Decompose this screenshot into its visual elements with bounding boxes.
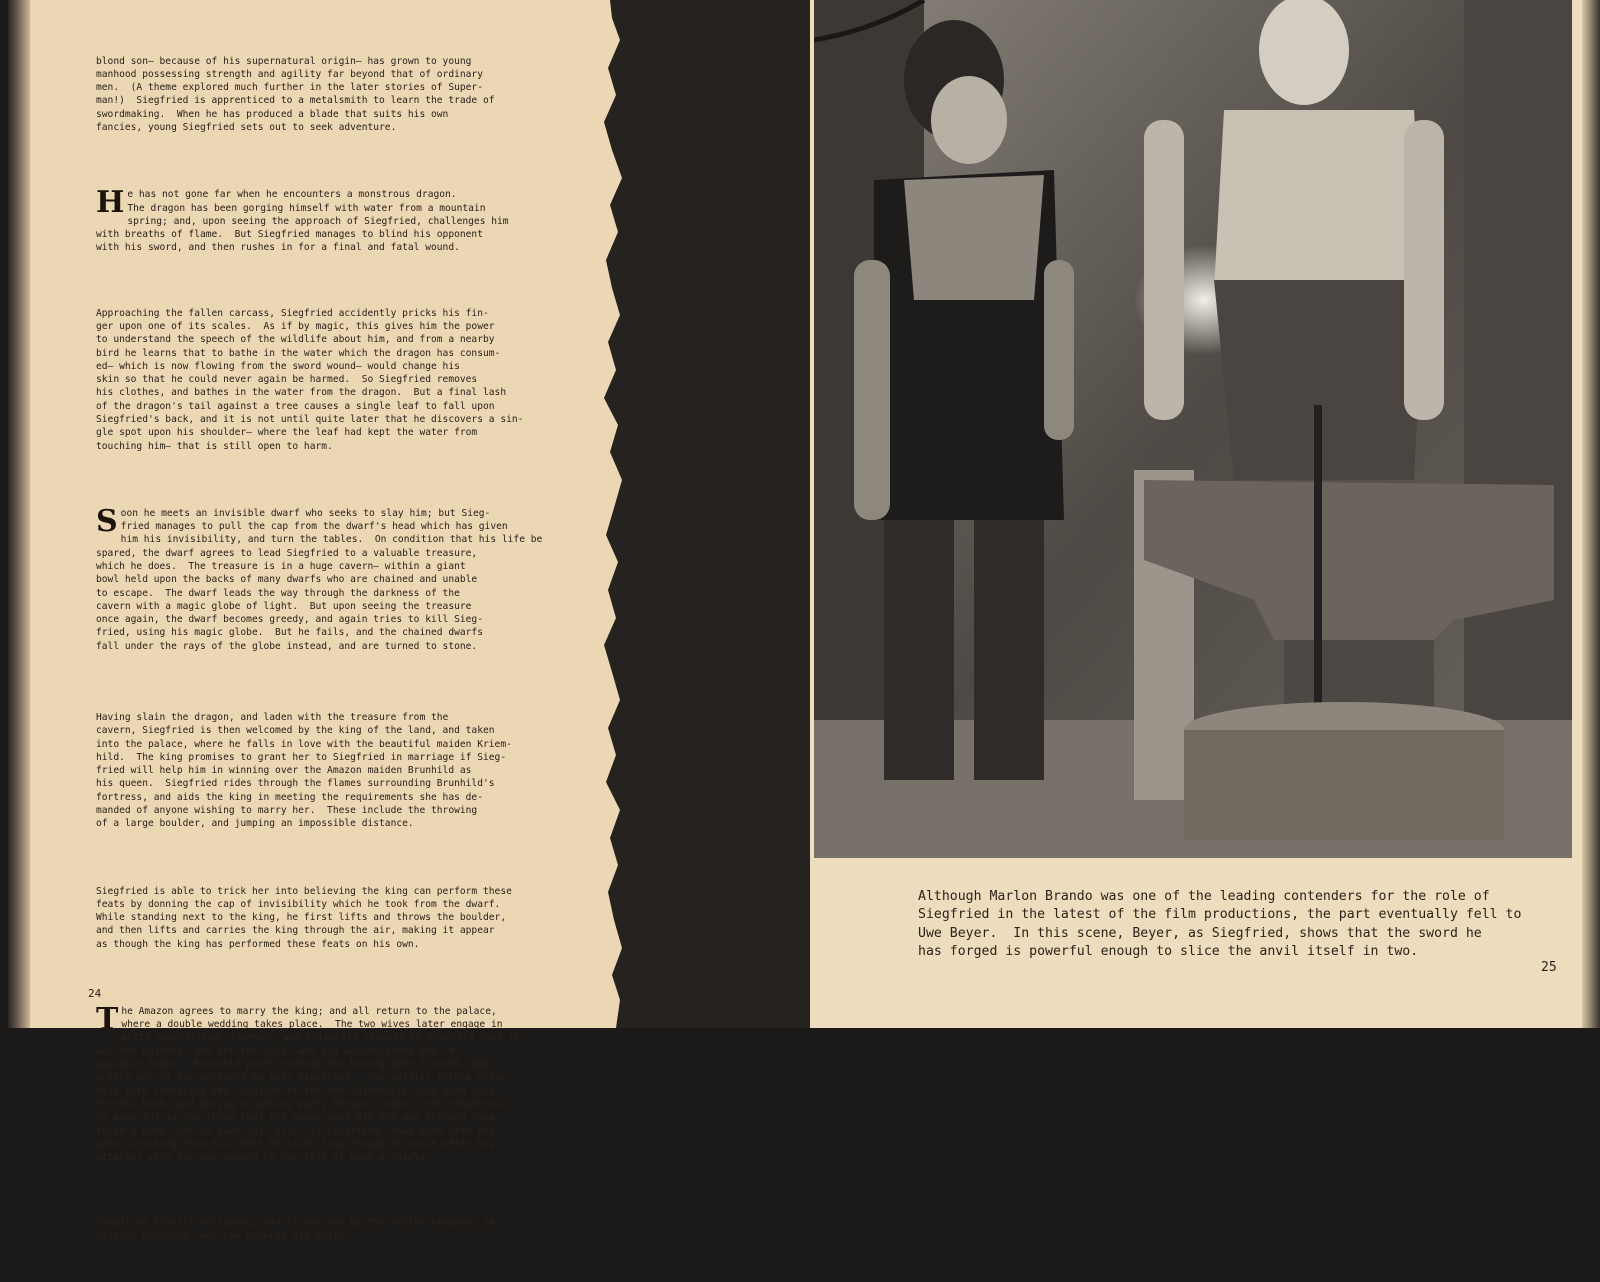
paragraph: Siegfried is able to trick her into believing the king can perform these feats by donning the cap of invisibility which he took from the dwarf. While standing next to the king, he first lifts and throws the boulder, and then lifts and carries the king through the air, making it appear as though the king has performed these feats on his own. [96,885,512,950]
paragraph: blond son— because of his supernatural origin— has grown to young manhood possessing strength and agility far beyond that of ordinary men. (A theme explored much further in the later stories of Super- man!) Siegfried is apprenticed to a metalsmith to learn the trade of swordmaking. When he has produced a blade that suits his own fancies, young Siegfried sets out to seek adventure. [96,55,495,134]
film-still-photo [814,0,1572,858]
drop-cap-paragraph [96,503,543,653]
photo-caption: Although Marlon Brando was one of the leading contenders for the role of Siegfried in the latest of the film productions, the part eventually fell to Uwe Beyer. In this scene, Beyer, as Siegfried, shows that the sword he has forged is powerful enough to slice the anvil itself in two. [918,889,1522,960]
paragraph: Having slain the dragon, and laden with the treasure from the cavern, Siegfried is then welcomed by the king of the land, and taken into the palace, where he falls in love with the beautiful maiden Kriem- hild. The king promises to grant her to Siegfried in marriage if Sieg- fried will help him in winning over the Amazon maiden Brunhild as his queen. Siegfried rides through the flames surrounding Brunhild's fortress, and aids the king in meeting the requirements she has de- manded of anyone wishing to marry her. These include the throwing of a large boulder, and jumping an impossible distance. [96,711,512,830]
page-number-left: 24 [88,987,102,1000]
drop-cap: T [96,1001,119,1037]
drop-cap-paragraph [96,185,516,254]
paragraph: Siegfried finally collapses, and is mourned by the entire kingdom; in- cluding Brunhild, who had ordered his death. [96,1217,501,1242]
page-number-right: 25 [1541,960,1557,975]
left-page-body [96,28,543,1282]
page-outer-edge [1582,0,1600,1028]
paragraph: Approaching the fallen carcass, Siegfried accidently pricks his fin- ger upon one of its scales. As if by magic, this gives him the power to understand the speech of the wildlife about him, and from a nearby bird he learns that to bathe in the water which the dragon has consum- ed— which is now flowing from the sword wound— would change his skin so that he could never again be harmed. So Siegfried removes his clothes, and bathes in the water from the dragon. But a final lash of the dragon's tail against a tree causes a single leaf to fall upon Siegfried's back, and it is not until quite later that he discovers a sin- gle spot upon his shoulder— where the leaf had kept the water from touching him— that is still open to harm. [96,307,524,452]
drop-cap: H [96,185,125,221]
tree-stump [1184,702,1504,840]
torn-dark-strip [598,0,810,1028]
paragraph-text: oon he meets an invisible dwarf who seeks to slay him; but Sieg- fried manages to pull the cap from the dwarf's head which has given him his invisibility, and turn the tables. On condition that his life be spared, the dwarf agrees to lead Siegfried to a valuable treasure, which he does. The treasure is in a huge cavern— within a giant bowl held upon the backs of many dwarfs who are chained and unable to escape. The dwarf leads the way through the darkness of the cavern with a magic globe of light. But upon seeing the treasure once again, the dwarf becomes greedy, and again tries to kill Sieg- fried, using his magic globe. But he fails, and the chained dwarfs fall under the rays of the globe instead, and are turned to stone. [96,507,543,652]
page-binding-edge [8,0,30,1028]
paragraph-text: e has not gone far when he encounters a monstrous dragon. The dragon has been gorging himself with water from a mountain spring; and, upon seeing the approach of Siegfried, challenges him with breaths of flame. But Siegfried manages to blind his opponent with his sword, and then rushes in for a final and fatal wound. [96,189,509,254]
drop-cap-paragraph [96,1001,520,1165]
paragraph-text: he Amazon agrees to marry the king; and all return to the palace, where a double wedding takes place. The two wives later engage in petty quarrelling, however, and Kriemhild reveals to Brunhild that it was her husband, and not the king, who had accomplished the im- possible tasks. Brunhild plots revenge for having been tricked, and orders one of the soldiers to kill Siegfried. The soldier tricks Kriem- hild into revealing the location of the one vulnerable spot upon Sieg- fried's back, and during a hunting party throws a spear into Siegfried. So powerful is the throw that the spear goes all the way through Sieg- fried's body; but so powerful, also, is Siegfried, that even with the spear sticking from his chest he lives long enough to chase after his attacker with the one weapon he has left at hand—a shield. [96,1005,520,1164]
drop-cap: S [96,503,118,539]
